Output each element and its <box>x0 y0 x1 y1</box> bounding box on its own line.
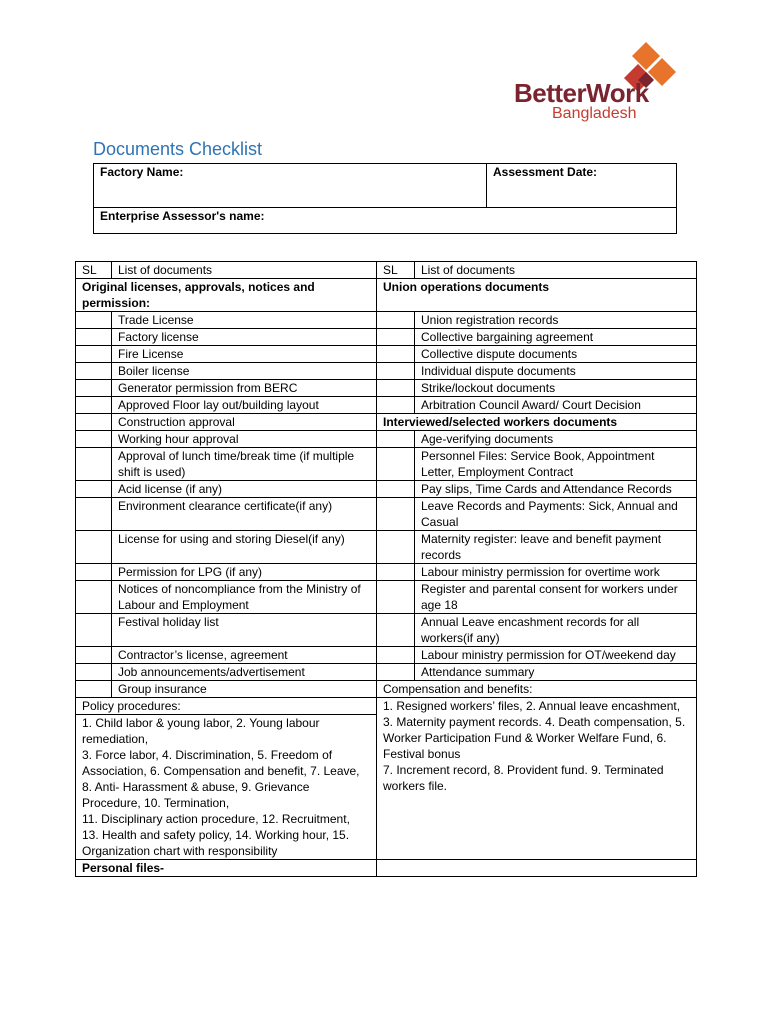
sl-cell[interactable] <box>76 647 112 664</box>
assessment-info-table <box>93 163 677 234</box>
table-row <box>76 431 697 448</box>
sl-cell[interactable] <box>76 414 112 431</box>
document-item: Construction approval <box>112 414 377 431</box>
sl-cell[interactable] <box>76 531 112 564</box>
document-item: Collective bargaining agreement <box>415 329 697 346</box>
sl-cell[interactable] <box>76 581 112 614</box>
assessor-name-field[interactable] <box>94 208 677 234</box>
table-row <box>76 312 697 329</box>
document-item: License for using and storing Diesel(if any) <box>112 531 377 564</box>
table-row <box>76 581 697 614</box>
table-row <box>76 414 697 431</box>
document-item: Maternity register: leave and benefit payment records <box>415 531 697 564</box>
documents-table-body <box>76 262 697 877</box>
sl-cell[interactable] <box>76 346 112 363</box>
table-row <box>76 481 697 498</box>
table-row <box>76 647 697 664</box>
sl-cell[interactable] <box>76 664 112 681</box>
table-row <box>76 531 697 564</box>
sl-cell[interactable] <box>377 363 415 380</box>
union-operations-heading: Union operations documents <box>377 279 697 312</box>
sl-cell[interactable] <box>377 397 415 414</box>
document-item: Fire License <box>112 346 377 363</box>
document-item: Strike/lockout documents <box>415 380 697 397</box>
document-item: Trade License <box>112 312 377 329</box>
document-item: Attendance summary <box>415 664 697 681</box>
empty-cell <box>377 860 697 877</box>
document-item: Festival holiday list <box>112 614 377 647</box>
document-item: Collective dispute documents <box>415 346 697 363</box>
logo-country-name: Bangladesh <box>552 105 637 122</box>
documents-table <box>75 261 697 877</box>
policy-procedures-heading: Policy procedures: <box>76 698 377 715</box>
sl-cell[interactable] <box>377 329 415 346</box>
sl-cell[interactable] <box>377 531 415 564</box>
document-item: Labour ministry permission for overtime work <box>415 564 697 581</box>
sl-cell[interactable] <box>377 498 415 531</box>
sl-cell[interactable] <box>76 363 112 380</box>
document-item: Job announcements/advertisement <box>112 664 377 681</box>
sl-cell[interactable] <box>377 564 415 581</box>
sl-header: SL <box>377 262 415 279</box>
sl-cell[interactable] <box>377 481 415 498</box>
document-item: Permission for LPG (if any) <box>112 564 377 581</box>
interviewed-workers-heading: Interviewed/selected workers documents <box>377 414 697 431</box>
sl-cell[interactable] <box>377 431 415 448</box>
table-row <box>76 614 697 647</box>
sl-cell[interactable] <box>377 380 415 397</box>
document-item: Union registration records <box>415 312 697 329</box>
logo-brand-name: BetterWork <box>514 78 649 108</box>
document-item: Annual Leave encashment records for all workers(if any) <box>415 614 697 647</box>
sl-cell[interactable] <box>76 448 112 481</box>
assessment-date-field[interactable] <box>487 164 677 208</box>
factory-name-label: Factory Name: <box>100 165 184 179</box>
document-item: Register and parental consent for workers under age 18 <box>415 581 697 614</box>
document-item: Labour ministry permission for OT/weekend day <box>415 647 697 664</box>
table-row <box>76 564 697 581</box>
sl-cell[interactable] <box>377 448 415 481</box>
document-item: Personnel Files: Service Book, Appointment Letter, Employment Contract <box>415 448 697 481</box>
sl-cell[interactable] <box>377 581 415 614</box>
document-item: Arbitration Council Award/ Court Decision <box>415 397 697 414</box>
document-item: Approved Floor lay out/building layout <box>112 397 377 414</box>
document-item: Group insurance <box>112 681 377 698</box>
table-row <box>76 397 697 414</box>
sl-cell[interactable] <box>76 397 112 414</box>
table-header-row <box>76 262 697 279</box>
page-title: Documents Checklist <box>93 139 263 159</box>
sl-cell[interactable] <box>76 431 112 448</box>
sl-header: SL <box>76 262 112 279</box>
personal-files-row <box>76 860 697 877</box>
table-row <box>76 664 697 681</box>
table-row <box>76 329 697 346</box>
sl-cell[interactable] <box>76 481 112 498</box>
table-row <box>76 448 697 481</box>
table-row <box>76 363 697 380</box>
assessor-name-label: Enterprise Assessor's name: <box>100 209 265 223</box>
sl-cell[interactable] <box>76 498 112 531</box>
compensation-list: 1. Resigned workers’ files, 2. Annual leave encashment, 3. Maternity payment records. 4. Death compensation, 5. Worker Participation Fund & Worker Welfare Fund, 6. Festival bonus 7. Increment record, 8. Provident fund. 9. Terminated workers file. <box>377 698 697 860</box>
original-licenses-heading: Original licenses, approvals, notices and permission: <box>76 279 377 312</box>
sl-cell[interactable] <box>377 614 415 647</box>
sl-cell[interactable] <box>377 664 415 681</box>
document-item: Approval of lunch time/break time (if multiple shift is used) <box>112 448 377 481</box>
list-header: List of documents <box>415 262 697 279</box>
table-row <box>76 681 697 698</box>
personal-files-heading: Personal files- <box>76 860 377 877</box>
table-row <box>76 346 697 363</box>
assessment-date-label: Assessment Date: <box>493 165 598 179</box>
document-item: Pay slips, Time Cards and Attendance Records <box>415 481 697 498</box>
compensation-heading: Compensation and benefits: <box>377 681 697 698</box>
document-item: Age-verifying documents <box>415 431 697 448</box>
document-item: Working hour approval <box>112 431 377 448</box>
sl-cell[interactable] <box>76 614 112 647</box>
sl-cell[interactable] <box>377 312 415 329</box>
sl-cell[interactable] <box>377 346 415 363</box>
document-item: Contractor’s license, agreement <box>112 647 377 664</box>
sl-cell[interactable] <box>76 329 112 346</box>
document-item: Factory license <box>112 329 377 346</box>
table-row <box>76 498 697 531</box>
document-item: Notices of noncompliance from the Ministry of Labour and Employment <box>112 581 377 614</box>
factory-name-field[interactable] <box>94 164 487 208</box>
document-item: Generator permission from BERC <box>112 380 377 397</box>
document-item: Boiler license <box>112 363 377 380</box>
sl-cell[interactable] <box>76 380 112 397</box>
document-item: Environment clearance certificate(if any) <box>112 498 377 531</box>
section-row <box>76 279 697 312</box>
table-row <box>76 380 697 397</box>
sl-cell[interactable] <box>76 312 112 329</box>
document-item: Individual dispute documents <box>415 363 697 380</box>
sl-cell[interactable] <box>76 564 112 581</box>
betterwork-logo <box>512 40 682 130</box>
sl-cell[interactable] <box>76 681 112 698</box>
sl-cell[interactable] <box>377 647 415 664</box>
document-item: Acid license (if any) <box>112 481 377 498</box>
list-header: List of documents <box>112 262 377 279</box>
document-item: Leave Records and Payments: Sick, Annual and Casual <box>415 498 697 531</box>
policy-row <box>76 698 697 715</box>
policy-list: 1. Child labor & young labor, 2. Young labour remediation, 3. Force labor, 4. Discrimination, 5. Freedom of Association, 6. Compensation and benefit, 7. Leave, 8. Anti- Harassment & abuse, 9. Grievance Procedure, 10. Termination, 11. Disciplinary action procedure, 12. Recruitment, 13. Health and safety policy, 14. Working hour, 15. Organization chart with responsibility <box>76 715 377 860</box>
